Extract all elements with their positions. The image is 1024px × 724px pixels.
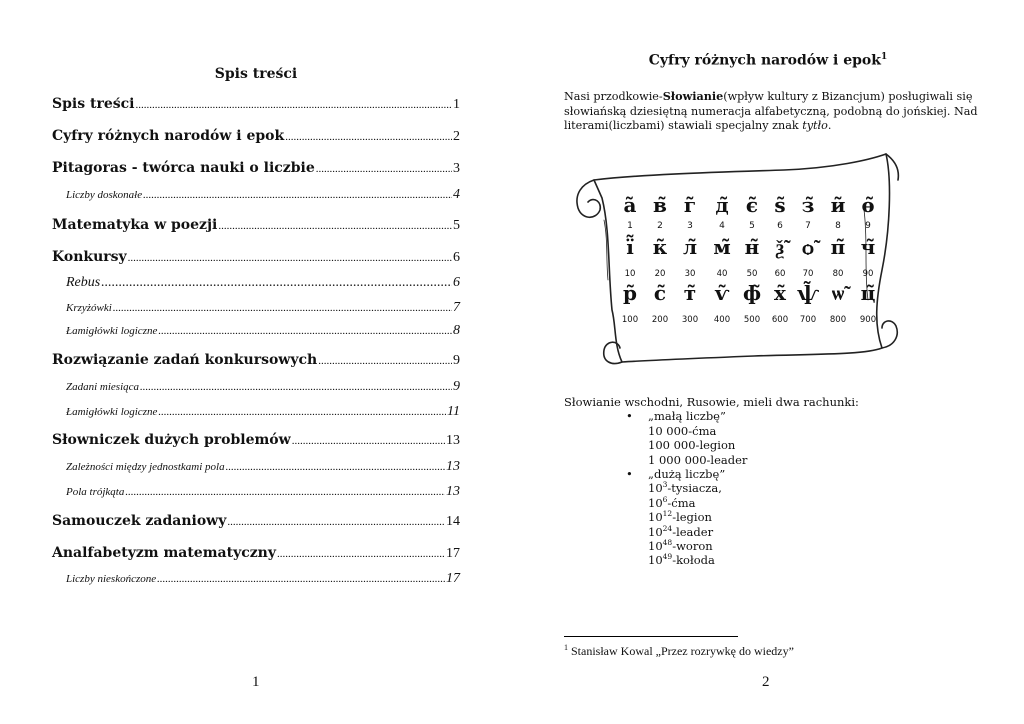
slavic-numeral-glyph: ѱ̃ xyxy=(796,281,820,305)
toc-dot-leader xyxy=(227,516,445,528)
para-italic-word: tytło xyxy=(802,119,828,132)
toc-entry-title: Słowniczek dużych problemów xyxy=(52,432,291,448)
toc-entry-page: 5 xyxy=(453,218,460,233)
toc-dot-leader xyxy=(285,131,452,143)
toc-entry-page: 6 xyxy=(453,275,460,290)
power-exponent: 24 xyxy=(662,523,673,533)
page-number-right: 2 xyxy=(762,674,770,690)
toc-entry xyxy=(66,404,460,420)
big-count-item xyxy=(564,525,984,539)
power-base: 10 xyxy=(648,510,663,525)
slavic-numeral-glyph: ф̃ xyxy=(742,281,762,305)
slavic-numeral-value: 40 xyxy=(716,269,728,279)
slavic-numeral-glyph: ѡ̃ xyxy=(831,281,845,305)
slavic-numeral-value: 300 xyxy=(681,315,699,325)
slavic-numeral-glyph: ї̃ xyxy=(626,235,634,259)
toc-entry xyxy=(52,217,460,234)
big-count-item xyxy=(564,510,984,524)
slavic-numeral-value: 6 xyxy=(777,221,783,231)
small-count-item: 10 000-ćma xyxy=(648,423,717,438)
small-count-item: 1 000 000-leader xyxy=(648,452,748,467)
bullet: • xyxy=(626,409,633,424)
toc-entry-title: Cyfry różnych narodów i epok xyxy=(52,128,285,144)
toc-entry xyxy=(66,571,460,587)
toc-entry xyxy=(66,275,460,291)
right-page xyxy=(512,0,1024,724)
small-count-item: 100 000-legion xyxy=(648,438,736,453)
slavic-numeral-value: 800 xyxy=(829,315,847,325)
toc-entry xyxy=(52,432,460,449)
slavic-numeral-glyph: ѵ̃ xyxy=(714,281,730,305)
toc-dot-leader xyxy=(140,381,452,393)
toc-entry-page: 13 xyxy=(446,459,460,474)
rachunki-list-2 xyxy=(564,467,984,481)
toc-entry-title: Matematyka w poezji xyxy=(52,217,218,233)
toc-entry xyxy=(52,160,460,177)
slavic-numeral-value: 700 xyxy=(799,315,817,325)
slavic-numeral-glyph: к̃ xyxy=(652,235,668,259)
big-count-item xyxy=(564,539,984,553)
power-base: 10 xyxy=(648,495,663,510)
bullet: • xyxy=(626,467,633,482)
slavic-numerals-scroll xyxy=(564,150,904,368)
toc-entry-title: Łamigłówki logiczne xyxy=(66,325,158,337)
slavic-numeral-value: 30 xyxy=(684,269,696,279)
toc-entry xyxy=(66,484,460,500)
footnote-separator xyxy=(564,636,738,637)
power-exponent: 6 xyxy=(662,495,668,505)
toc-entry-page: 13 xyxy=(446,433,460,448)
toc-dot-leader xyxy=(318,355,452,367)
toc-entry xyxy=(66,187,460,203)
slavic-numeral-value: 1 xyxy=(627,221,633,231)
power-exponent: 48 xyxy=(662,538,673,548)
toc-entry-title: Zadani miesiąca xyxy=(66,381,140,393)
slavic-numeral-value: 90 xyxy=(862,269,874,279)
slavic-numeral-value: 2 xyxy=(657,221,663,231)
toc-dot-leader xyxy=(158,406,446,418)
power-base: 10 xyxy=(648,481,663,496)
slavic-numeral-glyph: п̃ xyxy=(830,235,846,259)
toc-entry xyxy=(52,545,460,562)
toc-dot-leader xyxy=(316,163,452,175)
toc-entry-title: Pola trójkąta xyxy=(66,486,125,498)
toc-entry-page: 4 xyxy=(453,187,460,202)
toc-entry xyxy=(52,128,460,145)
toc-entry-page: 9 xyxy=(453,353,460,368)
slavic-numeral-value: 600 xyxy=(771,315,789,325)
slavic-numeral-value: 8 xyxy=(835,221,841,231)
toc-dot-leader xyxy=(277,548,445,560)
slavic-numeral-glyph: с̃ xyxy=(653,281,667,305)
big-count-item xyxy=(564,481,984,495)
toc-entry xyxy=(52,96,460,113)
page-number-left: 1 xyxy=(252,674,260,690)
footnote xyxy=(564,643,794,659)
toc-dot-leader xyxy=(113,302,452,314)
toc-entry-page: 1 xyxy=(453,97,460,112)
slavic-numeral-value: 50 xyxy=(746,269,758,279)
slavic-numeral-value: 7 xyxy=(805,221,811,231)
rachunki-section xyxy=(564,395,984,568)
toc-dot-leader xyxy=(226,461,445,473)
toc-entry xyxy=(66,459,460,475)
power-name: -tysiacza, xyxy=(667,481,722,496)
slavic-numeral-glyph: м̃ xyxy=(713,235,731,259)
slavic-numeral-glyph: р̃ xyxy=(623,281,637,305)
slavic-numeral-glyph: ч̃ xyxy=(860,235,876,259)
toc-entry-page: 17 xyxy=(446,571,460,586)
slavic-numeral-glyph: н̃ xyxy=(744,235,760,259)
toc-entry xyxy=(66,379,460,395)
footnote-mark: 1 xyxy=(564,643,568,652)
power-base: 10 xyxy=(648,524,663,539)
toc-dot-leader xyxy=(158,325,452,337)
section-title-text: Cyfry różnych narodów i epok xyxy=(648,52,881,69)
power-name: -legion xyxy=(672,510,712,525)
toc-dot-leader xyxy=(135,99,452,111)
toc-entry-page: 9 xyxy=(453,379,460,394)
slavic-numeral-value: 200 xyxy=(651,315,669,325)
toc-entry-page: 8 xyxy=(453,323,460,338)
rachunki-list xyxy=(564,409,984,423)
toc-entry-page: 13 xyxy=(446,484,460,499)
toc-entry-page: 6 xyxy=(453,250,460,265)
slavic-numeral-value: 3 xyxy=(687,221,693,231)
power-exponent: 49 xyxy=(662,552,673,562)
slavic-numeral-value: 5 xyxy=(749,221,755,231)
toc-entry xyxy=(52,352,460,369)
slavic-numeral-glyph: т̃ xyxy=(683,281,697,305)
slavic-numeral-glyph: д̃ xyxy=(715,193,729,217)
toc-entry xyxy=(66,300,460,316)
big-count-item xyxy=(564,496,984,510)
toc-entry-title: Krzyżówki xyxy=(66,302,112,314)
para-bold-word: Słowianie xyxy=(662,89,724,103)
para-text-1: Nasi przodkowie- xyxy=(564,90,663,103)
power-base: 10 xyxy=(648,553,663,568)
power-name: -ćma xyxy=(667,495,696,510)
slavic-numeral-value: 100 xyxy=(621,315,639,325)
toc-entry xyxy=(52,249,460,266)
slavic-numeral-glyph: г̃ xyxy=(683,193,697,217)
slavic-numeral-value: 500 xyxy=(743,315,761,325)
small-count-items xyxy=(564,424,984,467)
small-count-label: „małą liczbę” xyxy=(648,409,726,424)
toc-entry-title: Zależności między jednostkami pola xyxy=(66,461,225,473)
slavic-numeral-glyph: ц̃ xyxy=(860,281,876,305)
toc-entry-title: Analfabetyzm matematyczny xyxy=(52,545,276,561)
slavic-numeral-value: 400 xyxy=(713,315,731,325)
toc-dot-leader xyxy=(157,573,445,585)
slavic-numeral-glyph: а̃ xyxy=(623,193,637,217)
toc-dot-leader xyxy=(143,189,452,201)
big-count-item xyxy=(564,553,984,567)
big-count-label: „dużą liczbę” xyxy=(648,467,726,482)
slavic-numeral-glyph: є̃ xyxy=(745,193,759,217)
slavic-numeral-value: 4 xyxy=(719,221,725,231)
slavic-numeral-glyph: ѯ̃ xyxy=(775,235,785,259)
slavic-numeral-value: 70 xyxy=(802,269,814,279)
toc-entry-title: Rozwiązanie zadań konkursowych xyxy=(52,352,318,368)
toc-entry-title: Pitagoras - twórca nauki o liczbie xyxy=(52,160,315,176)
toc-entry-title: Konkursy xyxy=(52,249,127,265)
toc-entry-page: 17 xyxy=(446,546,460,561)
footnote-text: Stanisław Kowal „Przez rozrywkę do wiedzy” xyxy=(571,644,794,658)
para-text-end: . xyxy=(827,119,832,132)
power-name: -leader xyxy=(672,524,714,539)
slavic-numeral-glyph: ѳ̃ xyxy=(861,193,875,217)
toc-entry-title: Samouczek zadaniowy xyxy=(52,513,227,529)
slavic-numeral-glyph: в̃ xyxy=(653,193,667,217)
list-item-small-count xyxy=(564,409,984,423)
intro-paragraph xyxy=(564,89,984,134)
toc-dot-leader xyxy=(128,252,452,264)
toc-entry-title: Rebus xyxy=(66,275,101,290)
slavic-numeral-value: 10 xyxy=(624,269,636,279)
slavic-numeral-glyph: и̃ xyxy=(830,193,846,217)
toc-entry-page: 11 xyxy=(447,404,460,419)
power-exponent: 3 xyxy=(662,480,668,490)
slavic-numeral-glyph: л̃ xyxy=(682,235,698,259)
toc-entry-title: Liczby doskonałe xyxy=(66,189,143,201)
list-item-big-count xyxy=(564,467,984,481)
big-count-items xyxy=(564,481,984,567)
toc-entry-page: 3 xyxy=(453,161,460,176)
power-name: -kołoda xyxy=(672,553,715,568)
power-base: 10 xyxy=(648,539,663,554)
section-title xyxy=(512,52,1024,69)
toc-entry-title: Spis treści xyxy=(52,96,135,112)
slavic-numeral-value: 60 xyxy=(774,269,786,279)
toc-entry-page: 14 xyxy=(446,514,460,529)
power-exponent: 12 xyxy=(662,509,673,519)
rachunki-intro: Słowianie wschodni, Rusowie, mieli dwa rachunki: xyxy=(564,395,859,409)
slavic-numeral-value: 20 xyxy=(654,269,666,279)
toc-dot-leader xyxy=(101,275,452,291)
para-text-2: (wpływ kultury z Bizancjum) posługiwali się słowiańską dziesiętną numeracja alfabetyczną, podobną do jońskiej. Nad literami(liczbami) stawiali specjalny znak xyxy=(564,90,978,132)
slavic-numeral-value: 80 xyxy=(832,269,844,279)
slavic-numeral-value: 900 xyxy=(859,315,877,325)
slavic-numeral-glyph: ѕ̃ xyxy=(774,193,786,217)
slavic-numeral-glyph: х̃ xyxy=(774,281,786,305)
toc-dot-leader xyxy=(125,486,445,498)
toc-entry-page: 7 xyxy=(453,300,460,315)
title-footnote-mark: 1 xyxy=(880,52,888,62)
toc-entry xyxy=(52,513,460,530)
slavic-numeral-value: 9 xyxy=(865,221,871,231)
toc-entry-title: Łamigłówki logiczne xyxy=(66,406,158,418)
power-name: -woron xyxy=(672,539,713,554)
toc-entry-title: Liczby nieskończone xyxy=(66,573,157,585)
slavic-numeral-glyph: з̃ xyxy=(801,193,815,217)
toc-dot-leader xyxy=(292,435,445,447)
toc-dot-leader xyxy=(218,220,452,232)
slavic-numeral-glyph: ѻ̃ xyxy=(802,235,814,259)
toc-entry xyxy=(66,323,460,339)
toc-title: Spis treści xyxy=(214,66,298,82)
toc-entry-page: 2 xyxy=(453,129,460,144)
